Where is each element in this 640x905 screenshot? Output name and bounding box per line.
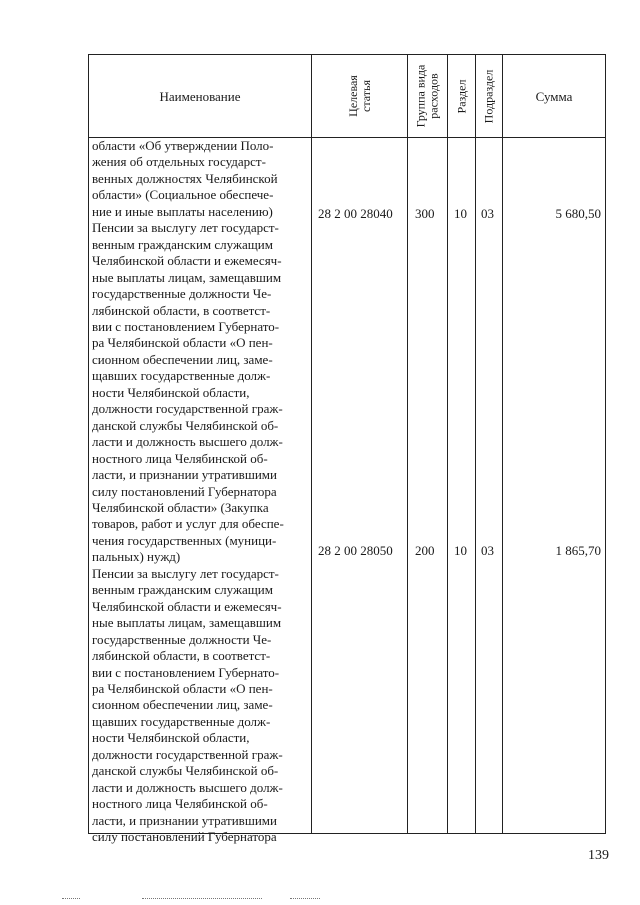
header-section: Раздел [454,79,469,113]
row-subsection: 03 [481,543,494,558]
header-amount: Сумма [535,88,573,104]
column-divider [447,55,448,833]
row-expense-group: 300 [415,206,435,221]
scan-artifact [142,898,262,899]
row-section: 10 [454,543,467,558]
header-subsection: Подраздел [481,69,496,123]
header-target-item-line2: статья [358,80,373,112]
page-number: 139 [588,848,609,863]
row-subsection: 03 [481,206,494,221]
scan-artifact [62,898,80,899]
row-expense-group: 200 [415,543,435,558]
header-expense-group-line1: Группа вида [413,64,428,128]
budget-table [88,54,606,845]
column-divider [407,55,408,833]
name-column [89,138,311,845]
row-amount: 5 680,50 [555,206,601,221]
row-name-text: области «Об утверждении Поло- жения об отдельных государст- венных должностях Челябинской области» (Социальное обеспече- ние и иные выплаты населению) [92,138,278,219]
column-divider [502,55,503,833]
row-section: 10 [454,206,467,221]
column-divider [475,55,476,833]
header-name: Наименование [159,88,241,104]
header-expense-group-line2: расходов [426,73,441,119]
row-target-item: 28 2 00 28050 [318,543,393,558]
header-target-item [312,55,407,137]
row-target-item: 28 2 00 28040 [318,206,393,221]
header-expense-group [408,55,447,137]
column-divider [311,55,312,833]
scan-artifact [290,898,320,899]
header-target-item-line1: Целевая [345,75,360,117]
row-amount: 1 865,70 [555,543,601,558]
row-name-text: Пенсии за выслугу лет государст- венным гражданским служащим Челябинской области и ежемесяч- ные выплаты лицам, замещавшим государственные должности Че- лябинской области, в соответст- вии с постановлением Губернато- ра Челябинской области «О пен- сионном обеспечении лиц, заме- щавших государственные долж- ности Челябинской области, должности государственной граж- данской службы Челябинской об- ласти и должность высшего долж- ностного лица Челябинской об- ласти, и признании утратившими силу постановлений Губернатора Челябинской области» (Закупка товаров, работ и услуг для обеспе- чения государственных (муници- пальных) нужд) [92,220,284,565]
table-header-row [89,55,605,138]
row-name-text: Пенсии за выслугу лет государст- венным гражданским служащим Челябинской области и ежемесяч- ные выплаты лицам, замещавшим государственные должности Че- лябинской области, в соответст- вии с постановлением Губернато- ра Челябинской области «О пен- сионном обеспечении лиц, заме- щавших государственные долж- ности Челябинской области, должности государственной граж- данской службы Челябинской об- ласти и должность высшего долж- ностного лица Челябинской об- ласти, и признании утратившими силу постановлений Губернатора [92,565,283,845]
